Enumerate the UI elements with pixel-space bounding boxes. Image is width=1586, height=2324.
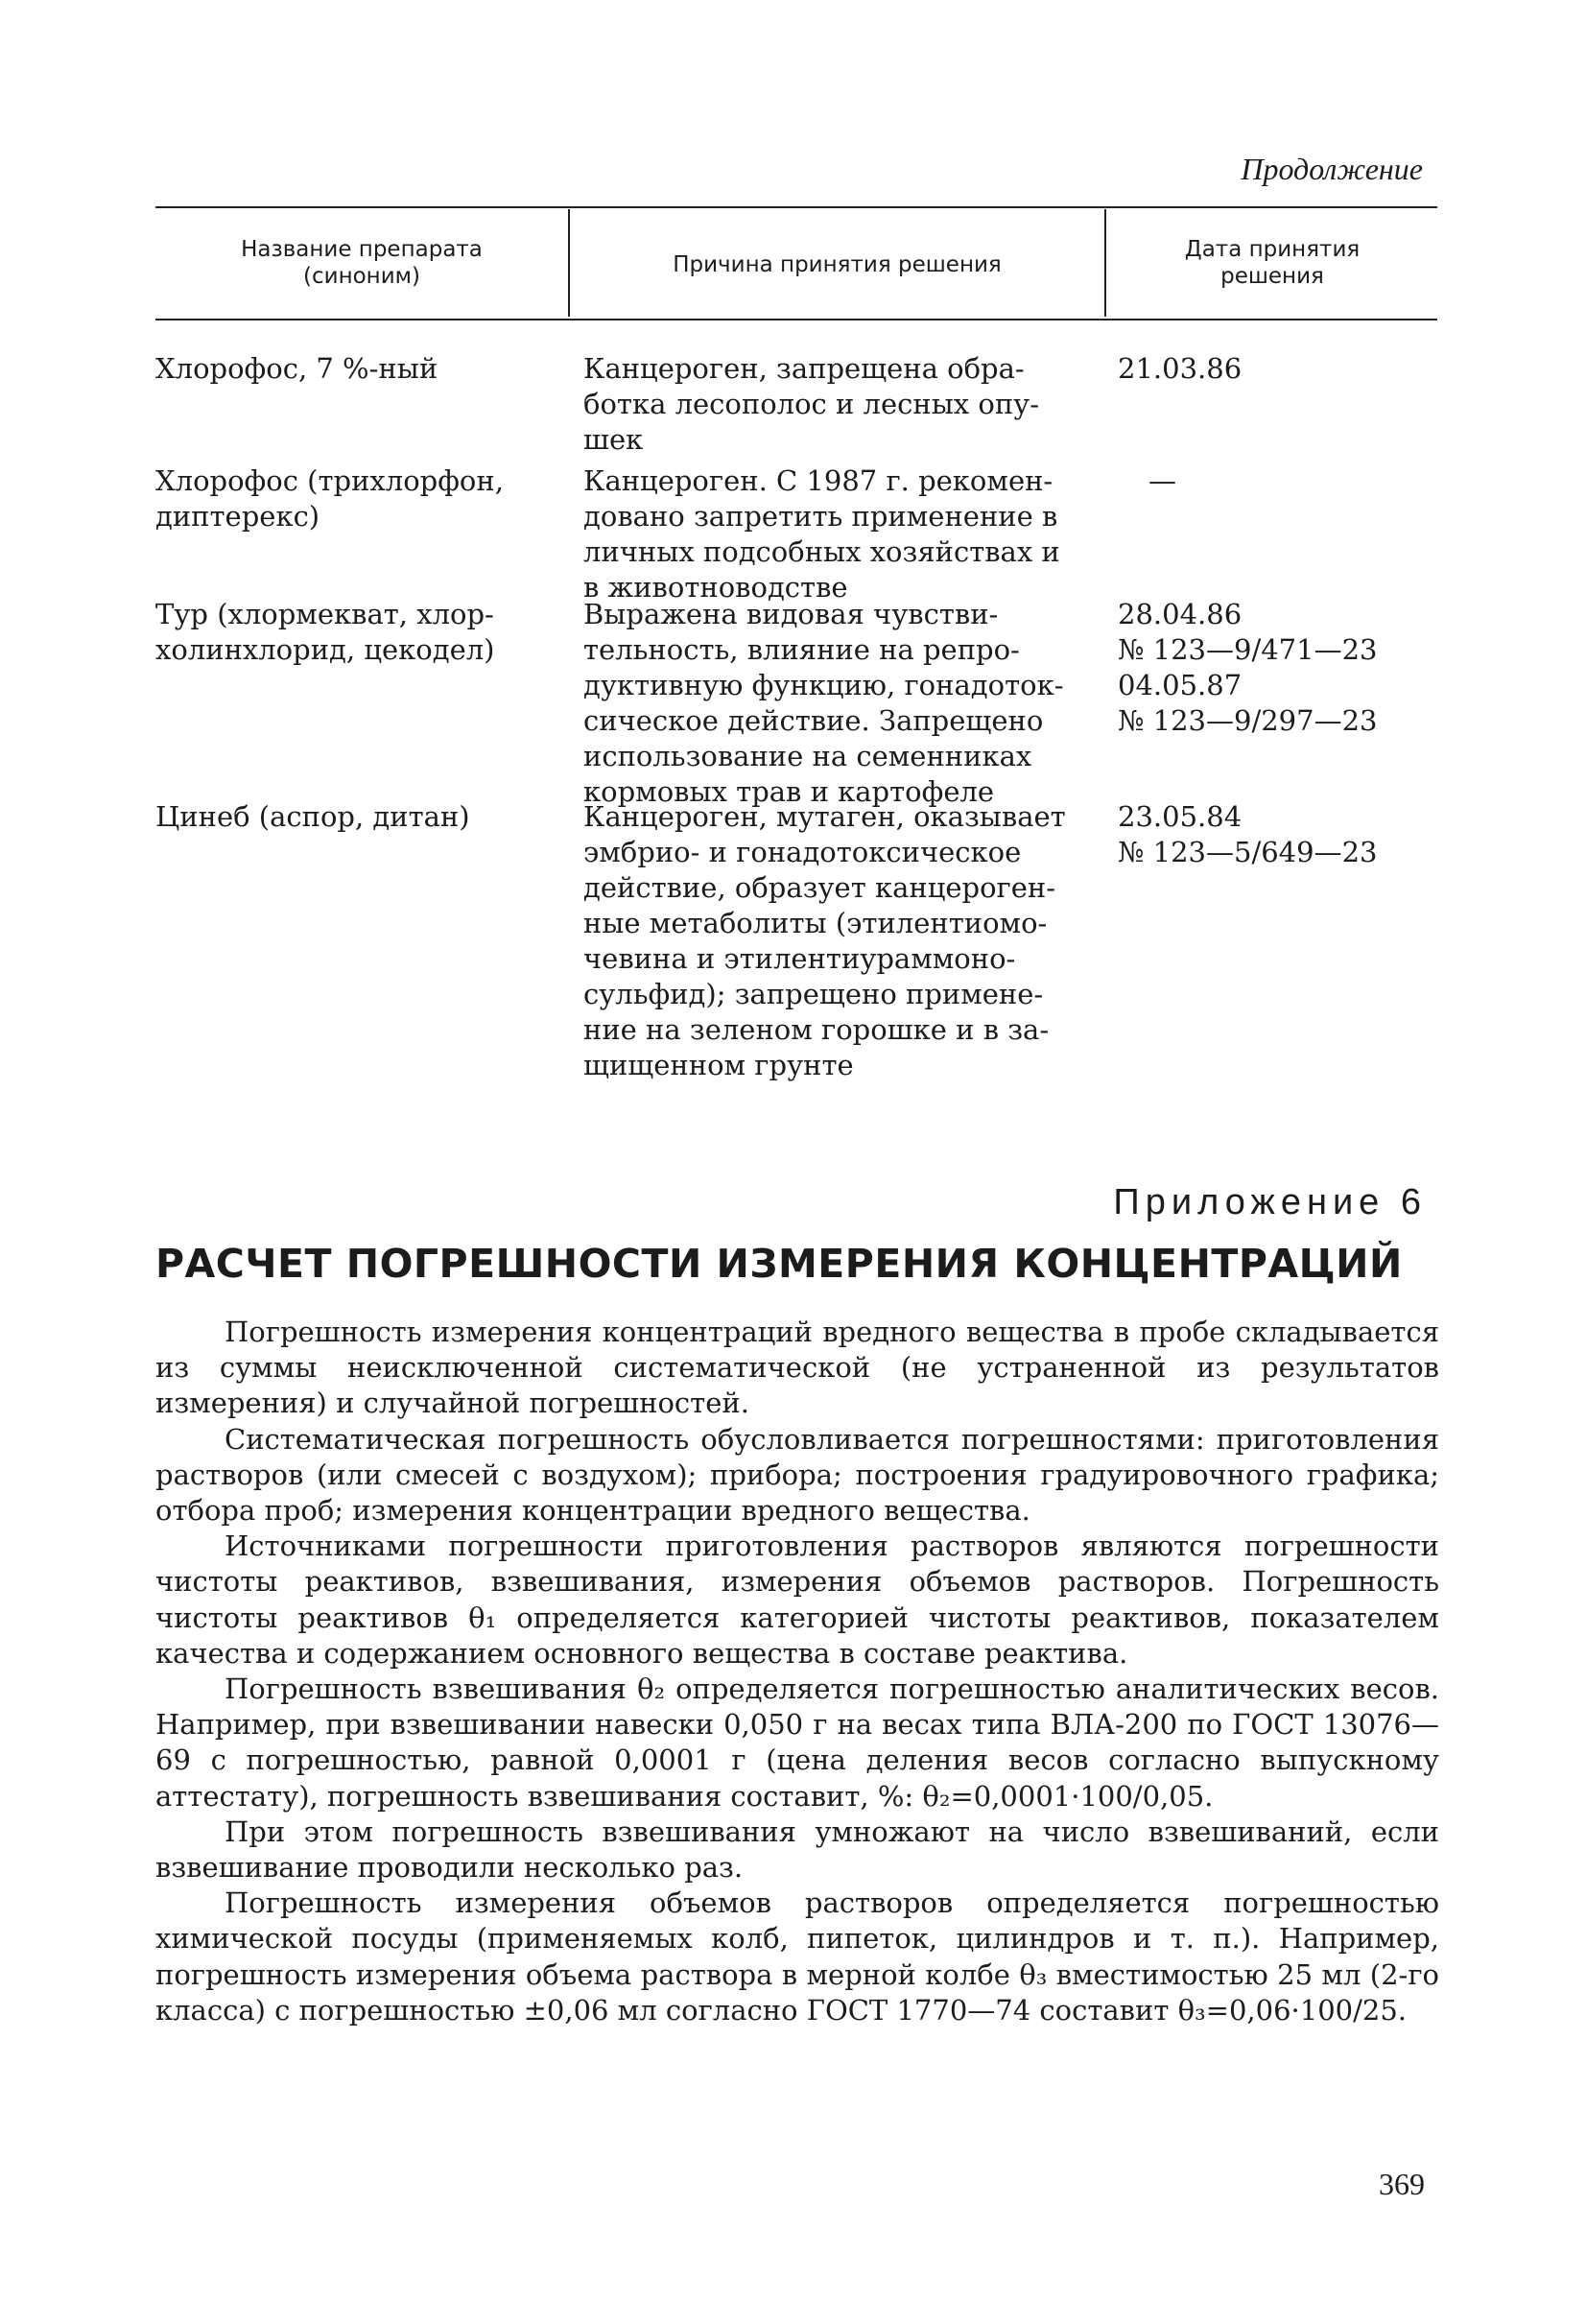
page-number: 369: [1379, 2167, 1425, 2201]
table-cell-reason: Канцероген. С 1987 г. рекомен- довано запретить применение в личных подсобных хозяйствах и в животноводстве: [583, 464, 1060, 604]
paragraph: Погрешность взвешивания θ₂ определяется погрешностью аналитических весов. Например, при взвешивании навески 0,050 г на весах типа ВЛА-200 по ГОСТ 13076—69 с погрешностью, равной 0,0001 г (цена деления весов согласно выпускному аттестату), погрешность взвешивания составит, %: θ₂=0,0001·100/0,05.: [155, 1672, 1439, 1813]
paragraph: При этом погрешность взвешивания умножают на число взвешиваний, если взвешивание проводили несколько раз.: [155, 1814, 1439, 1885]
table-top-rule: [155, 206, 1437, 208]
table-header-date: Дата принятия решения: [1184, 237, 1361, 289]
table-cell-date: 23.05.84 № 123—5/649—23: [1118, 800, 1378, 868]
table-header-reason: Причина принятия решения: [673, 252, 1002, 277]
table-header-rule: [155, 319, 1437, 320]
section-title: РАСЧЕТ ПОГРЕШНОСТИ ИЗМЕРЕНИЯ КОНЦЕНТРАЦИЙ: [155, 1241, 1403, 1287]
paragraph: Погрешность измерения объемов растворов определяется погрешностью химической посуды (применяемых колб, пипеток, цилиндров и т. п.). Например, погрешность измерения объема раствора в мерной колбе θ₃ вместимостью 25 мл (2-го класса) с погрешностью ±0,06 мл согласно ГОСТ 1770—74 составит θ₃=0,06·100/25.: [155, 1886, 1439, 2027]
table-cell-date: 21.03.86: [1118, 352, 1243, 385]
table-cell-reason: Выражена видовая чувстви- тельность, влияние на репро- дуктивную функцию, гонадоток- сическое действие. Запрещено использование на семенниках кормовых трав и картофеле: [583, 598, 1064, 808]
paragraph: Источниками погрешности приготовления растворов являются погрешности чистоты реактивов, взвешивания, измерения объемов растворов. Погрешность чистоты реактивов θ₁ определяется категорией чистоты реактивов, показателем качества и содержанием основного вещества в составе реактива.: [155, 1530, 1439, 1670]
table-cell-name: Хлорофос (трихлорфон, диптерекс): [155, 464, 504, 533]
table-cell-date: —: [1148, 464, 1176, 497]
table-cell-reason: Канцероген, запрещена обра- ботка лесополос и лесных опу- шек: [583, 352, 1040, 456]
table-column-divider: [1104, 209, 1106, 317]
table-cell-reason: Канцероген, мутаген, оказывает эмбрио- и гонадотоксическое действие, образует канцероген- ные метаболиты (этилентиомо- чевина и этилентиураммоно- сульфид); запрещено примене- ние на зеленом горошке и в за- щищенном грунте: [583, 800, 1066, 1081]
paragraph: Систематическая погрешность обусловливается погрешностями: приготовления растворов (или смесей с воздухом); прибора; построения градуировочного графика; отбора проб; измерения концентрации вредного вещества.: [155, 1422, 1439, 1528]
paragraph: Погрешность измерения концентраций вредного вещества в пробе складывается из суммы неисключенной систематической (не устраненной из результатов измерения) и случайной погрешностей.: [155, 1316, 1439, 1420]
continued-label: Продолжение: [1241, 152, 1423, 186]
table-column-divider: [568, 209, 570, 317]
table-header-name: Название препарата (синоним): [241, 237, 483, 289]
appendix-label: Приложение 6: [1113, 1182, 1427, 1222]
section-body: [155, 1315, 1439, 2028]
table-cell-name: Тур (хлормекват, хлор- холинхлорид, цекодел): [155, 598, 495, 666]
table-cell-name: Хлорофос, 7 %-ный: [155, 352, 438, 385]
table-cell-name: Цинеб (аспор, дитан): [155, 800, 470, 833]
table-cell-date: 28.04.86 № 123—9/471—23 04.05.87 № 123—9/297—23: [1118, 598, 1378, 737]
